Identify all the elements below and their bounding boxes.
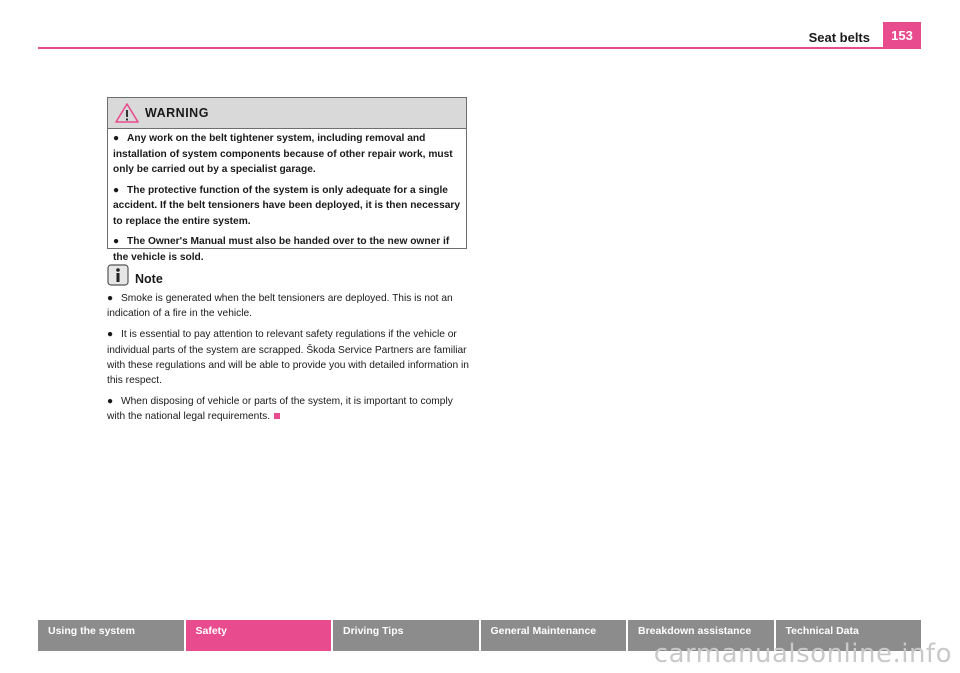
tab-breakdown-assistance[interactable]: Breakdown assistance: [628, 620, 776, 651]
info-note-icon: [107, 264, 129, 286]
note-item: [107, 394, 469, 424]
watermark: carmanualsonline.info: [653, 639, 952, 669]
bullet-icon: ●: [113, 184, 120, 196]
warning-item: [113, 131, 461, 178]
bullet-icon: ●: [113, 133, 120, 144]
warning-item-text: The protective function of the system is only adequate for a single accident. If the belt tensioners have been deployed, it is then necessary to replace the entire system.: [113, 184, 461, 227]
warning-triangle-icon: [114, 102, 140, 124]
warning-box: [107, 97, 467, 263]
warning-header: [108, 98, 466, 129]
warning-item: [113, 234, 461, 265]
warning-item: [113, 183, 461, 230]
note-header: [107, 264, 163, 286]
tab-technical-data[interactable]: Technical Data: [776, 620, 922, 651]
note-item-text: Smoke is generated when the belt tensioners are deployed. This is not an indication of a fire in the vehicle.: [107, 293, 453, 320]
tab-general-maintenance[interactable]: General Maintenance: [481, 620, 629, 651]
page-number: 153: [883, 22, 921, 48]
warning-title: WARNING: [145, 106, 209, 120]
bullet-icon: ●: [107, 329, 114, 341]
tab-driving-tips[interactable]: Driving Tips: [333, 620, 481, 651]
note-item: [107, 291, 469, 321]
section-end-icon: [274, 413, 280, 419]
tab-safety[interactable]: Safety: [186, 620, 334, 651]
note-title: Note: [135, 272, 163, 286]
bullet-icon: ●: [113, 236, 120, 247]
warning-body: [108, 129, 466, 265]
note-body: [107, 291, 469, 431]
bullet-icon: ●: [107, 396, 114, 408]
page-title: Seat belts: [808, 30, 870, 45]
note-item: [107, 327, 469, 388]
header-divider: [38, 47, 921, 49]
bullet-icon: ●: [107, 293, 114, 304]
note-item-text: When disposing of vehicle or parts of the system, it is important to comply with the national legal requirements.: [107, 396, 453, 423]
warning-item-text: The Owner's Manual must also be handed over to the new owner if the vehicle is sold.: [113, 236, 450, 263]
note-item-text: It is essential to pay attention to relevant safety regulations if the vehicle or individual parts of the system are scrapped. Škoda Service Partners are familiar with these regulations and will be able to provide you with detailed information in this respect.: [107, 329, 469, 387]
tab-using-the-system[interactable]: Using the system: [38, 620, 186, 651]
warning-item-text: Any work on the belt tightener system, including removal and installation of system components because of other repair work, must only be carried out by a specialist garage.: [113, 133, 453, 175]
